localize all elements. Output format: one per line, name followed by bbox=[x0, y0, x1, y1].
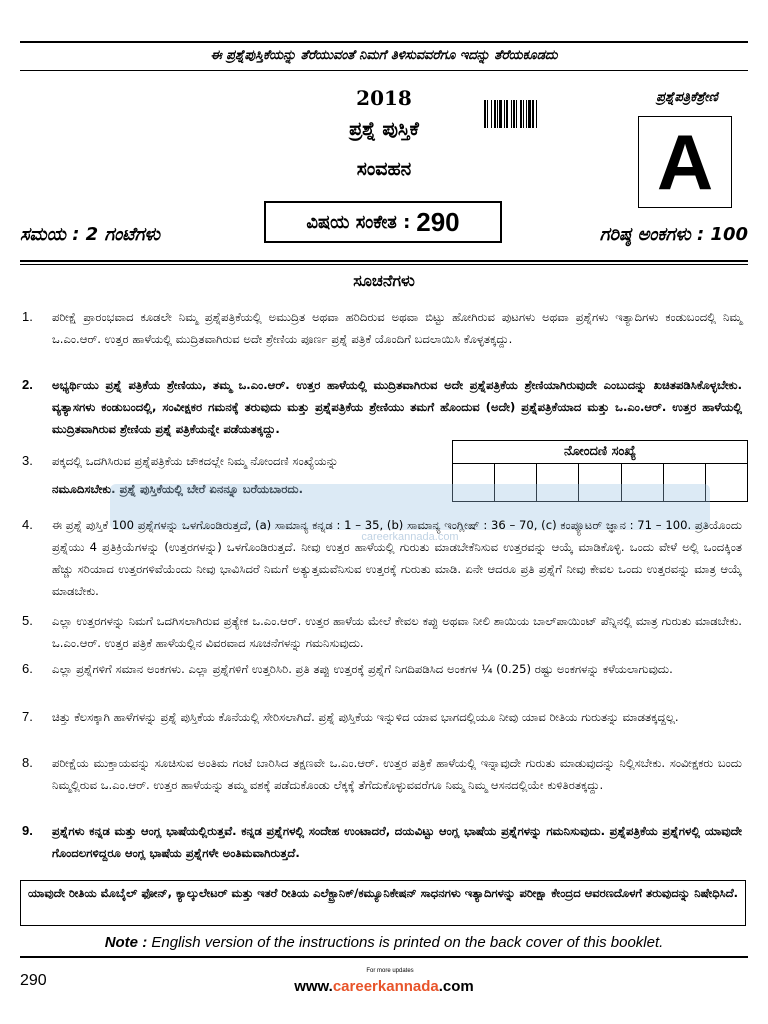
top-rule bbox=[20, 41, 748, 43]
subject-name: ಸಂವಹನ bbox=[356, 158, 412, 180]
note-rule bbox=[20, 956, 748, 958]
footer-site-suffix: .com bbox=[438, 978, 474, 995]
instruction-text: ಎಲ್ಲಾ ಪ್ರಶ್ನೆಗಳಿಗೆ ಸಮಾನ ಅಂಕಗಳು. ಎಲ್ಲಾ ಪ್ರಶ್ನೆಗಳಿಗೆ ಉತ್ತರಿಸಿರಿ. ಪ್ರತಿ ತಪ್ಪು ಉತ್ತರಕ್ಕೆ ಪ್ರಶ್ನೆಗೆ ನಿಗದಿಪಡಿಸಿದ ಅಂಕಗಳ ¼ (0.25) ರಷ್ಟು ಅಂಕಗಳನ್ನು ಕಳೆಯಲಾಗುವುದು. bbox=[52, 662, 673, 676]
reg-digit-cell[interactable] bbox=[706, 464, 747, 501]
instruction-number: 7. bbox=[22, 709, 33, 724]
instruction-text: ಎಲ್ಲಾ ಉತ್ತರಗಳನ್ನು ನಿಮಗೆ ಒದಗಿಸಲಾಗಿರುವ ಪ್ರತ್ಯೇಕ ಒ.ಎಂ.ಆರ್. ಉತ್ತರ ಹಾಳೆಯ ಮೇಲೆ ಕೇವಲ ಕಪ್ಪು ಅಥವಾ ನೀಲಿ ಶಾಯಿಯ ಬಾಲ್‌ಪಾಯಿಂಟ್ ಪೆನ್ನಿನಲ್ಲಿ ಮಾತ್ರ ಗುರುತು ಮಾಡಬೇಕು. ಒ.ಎಂ.ಆರ್. ಉತ್ತರ ಪತ್ರಿಕೆ ಹಾಳೆಯಲ್ಲಿನ ವಿವರವಾದ ಸೂಚನೆಗಳನ್ನು ಗಮನಿಸುವುದು. bbox=[52, 614, 742, 650]
instruction-text: ಪರೀಕ್ಷೆ ಪ್ರಾರಂಭವಾದ ಕೂಡಲೇ ನಿಮ್ಮ ಪ್ರಶ್ನೆಪತ್ರಿಕೆಯಲ್ಲಿ ಅಮುದ್ರಿತ ಅಥವಾ ಹರಿದಿರುವ ಅಥವಾ ಬಿಟ್ಟು ಹೋಗಿರುವ ಪುಟಗಳು ಅಥವಾ ಪ್ರಶ್ನೆಗಳು ಇತ್ಯಾದಿಗಳು ಕಂಡುಬಂದಲ್ಲಿ ನಿಮ್ಮ ಒ.ಎಂ.ಆರ್. ಉತ್ತರ ಹಾಳೆಯಲ್ಲಿ ಮುದ್ರಿತವಾಗಿರುವ ಅದೇ ಶ್ರೇಣಿಯ ಪೂರ್ಣ ಪ್ರಶ್ನೆ ಪತ್ರಿಕೆ ಯೊಂದಿಗೆ ಬದಲಾಯಿಸಿ ಕೊಳ್ಳತಕ್ಕದ್ದು. bbox=[52, 310, 742, 346]
instruction-6 bbox=[22, 658, 750, 680]
barcode-bar bbox=[537, 100, 538, 128]
note-label: Note : bbox=[104, 934, 148, 951]
reg-digit-cell[interactable] bbox=[622, 464, 664, 501]
header-rule-1 bbox=[20, 260, 748, 262]
subject-code-label: ವಿಷಯ ಸಂಕೇತ : bbox=[306, 211, 411, 233]
instruction-number: 9. bbox=[22, 823, 33, 838]
instruction-number: 8. bbox=[22, 755, 33, 770]
page-code: 290 bbox=[20, 972, 47, 989]
note-text: English version of the instructions is printed on the back cover of this booklet. bbox=[151, 934, 664, 951]
instruction-9 bbox=[22, 820, 750, 864]
english-version-note bbox=[0, 934, 768, 951]
footer-website-link[interactable] bbox=[0, 978, 768, 995]
instruction-text: ಚಿತ್ತು ಕೆಲಸಕ್ಕಾಗಿ ಹಾಳೆಗಳನ್ನು ಪ್ರಶ್ನೆ ಪುಸ್ತಿಕೆಯ ಕೊನೆಯಲ್ಲಿ ಸೇರಿಸಲಾಗಿದೆ. ಪ್ರಶ್ನೆ ಪುಸ್ತಿಕೆಯ ಇನ್ನುಳಿದ ಯಾವ ಭಾಗದಲ್ಲಿಯೂ ನೀವು ಯಾವ ರೀತಿಯ ಗುರುತನ್ನು ಮಾಡತಕ್ಕದ್ದಲ್ಲ. bbox=[52, 710, 679, 724]
instruction-number: 6. bbox=[22, 661, 33, 676]
instructions-title: ಸೂಚನೆಗಳು bbox=[353, 271, 415, 290]
instruction-1 bbox=[22, 306, 750, 350]
footer-small-text: For more updates bbox=[366, 968, 414, 974]
instruction-text: ನಮೂದಿಸಬೇಕು. ಪ್ರಶ್ನೆ ಪುಸ್ತಿಕೆಯಲ್ಲಿ ಬೇರೆ ಏನನ್ನೂ ಬರೆಯಬಾರದು. bbox=[52, 482, 303, 496]
instruction-text: ಈ ಪ್ರಶ್ನೆ ಪುಸ್ತಿಕೆ 100 ಪ್ರಶ್ನೆಗಳನ್ನು ಒಳಗೊಂಡಿರುತ್ತದೆ, (a) ಸಾಮಾನ್ಯ ಕನ್ನಡ : 1 – 35, (b) ಸಾಮಾನ್ಯ ಇಂಗ್ಲೀಷ್ : 36 – 70, (c) ಕಂಪ್ಯೂಟರ್ ಜ್ಞಾನ : 71 – 100. ಪ್ರತಿಯೊಂದು ಪ್ರಶ್ನೆಯು 4 ಪ್ರತಿಕ್ರಿಯೆಗಳನ್ನು (ಉತ್ತರಗಳನ್ನು) ಒಳಗೊಂಡಿರುತ್ತದೆ. ನೀವು ಉತ್ತರ ಹಾಳೆಯಲ್ಲಿ ಗುರುತು ಮಾಡಬೇಕೆನಿಸುವ ಉತ್ತರವನ್ನು ಆಯ್ಕೆ ಮಾಡಿಕೊಳ್ಳಿ. ಒಂದು ವೇಳೆ ಅಲ್ಲಿ ಒಂದಕ್ಕಿಂತ ಹೆಚ್ಚು ಸರಿಯಾದ ಉತ್ತರಗಳಿವೆಯೆಂದು ನೀವು ಭಾವಿಸಿದರೆ ನಿಮಗೆ ಅತ್ಯುತ್ತಮವೆನಿಸುವ ಉತ್ತರಕ್ಕೆ ಗುರುತು ಮಾಡಿ. ಏನೇ ಆದರೂ ಪ್ರತಿ ಪ್ರಶ್ನೆಗೆ ನೀವು ಕೇವಲ ಒಂದು ಉತ್ತರವನ್ನು ಮಾತ್ರ ಆಯ್ಕೆ ಮಾಡಬೇಕು. bbox=[52, 518, 742, 598]
instruction-number: 4. bbox=[22, 517, 33, 532]
reg-digit-cell[interactable] bbox=[537, 464, 579, 501]
max-marks: ಗರಿಷ್ಠ ಅಂಕಗಳು : 100 bbox=[599, 224, 748, 245]
banner-rule bbox=[20, 70, 748, 71]
reg-digit-cell[interactable] bbox=[579, 464, 621, 501]
barcode bbox=[484, 100, 584, 128]
series-label: ಪ್ರಶ್ನೆಪತ್ರಿಕೆಶ್ರೇಣಿ bbox=[656, 90, 718, 105]
exam-year: 2018 bbox=[356, 86, 412, 110]
reg-digit-cell[interactable] bbox=[495, 464, 537, 501]
header-rule-2 bbox=[20, 264, 748, 265]
instruction-text: ಅಭ್ಯರ್ಥಿಯು ಪ್ರಶ್ನೆ ಪತ್ರಿಕೆಯ ಶ್ರೇಣಿಯು, ತಮ್ಮ ಒ.ಎಂ.ಆರ್. ಉತ್ತರ ಹಾಳೆಯಲ್ಲಿ ಮುದ್ರಿತವಾಗಿರುವ ಅದೇ ಪ್ರಶ್ನೆಪತ್ರಿಕೆಯ ಶ್ರೇಣಿಯಾಗಿರುವುದೇ ಎಂಬುದನ್ನು ಖಚಿತಪಡಿಸಿಕೊಳ್ಳಬೇಕು. ವ್ಯತ್ಯಾಸಗಳು ಕಂಡುಬಂದಲ್ಲಿ, ಸಂವೀಕ್ಷಕರ ಗಮನಕ್ಕೆ ತರುವುದು ಮತ್ತು ಪ್ರಶ್ನೆಪತ್ರಿಕೆಯ ಶ್ರೇಣಿಯು ತಮಗೆ ಹೊಂದುವ (ಅದೇ) ಪ್ರಶ್ನೆಪತ್ರಿಕೆಯಾದ ಮತ್ತು ಒ.ಎಂ.ಆರ್. ಉತ್ತರ ಹಾಳೆಯಲ್ಲಿ ಮುದ್ರಿತವಾಗಿರುವ ಶ್ರೇಣಿಯ ಪ್ರಶ್ನೆ ಪತ್ರಿಕೆಯನ್ನೇ ಪಡೆಯತಕ್ಕದ್ದು. bbox=[52, 378, 742, 436]
registration-number-box[interactable] bbox=[452, 440, 748, 502]
do-not-open-banner: ಈ ಪ್ರಶ್ನೆಪುಸ್ತಿಕೆಯನ್ನು ತೆರೆಯುವಂತೆ ನಿಮಗೆ ತಿಳಿಸುವವರೆಗೂ ಇದನ್ನು ತೆರೆಯಕೂಡದು bbox=[210, 48, 558, 63]
reg-digit-cell[interactable] bbox=[453, 464, 495, 501]
instruction-5 bbox=[22, 610, 750, 654]
instruction-number: 1. bbox=[22, 309, 33, 324]
booklet-title: ಪ್ರಶ್ನೆ ಪುಸ್ತಿಕೆ bbox=[349, 118, 419, 140]
footer-site-prefix: www. bbox=[294, 978, 333, 995]
subject-code: 290 bbox=[416, 206, 460, 237]
instruction-7 bbox=[22, 706, 750, 728]
instruction-number: 5. bbox=[22, 613, 33, 628]
instruction-text: ಪಕ್ಕದಲ್ಲಿ ಒದಗಿಸಿರುವ ಪ್ರಶ್ನೆಪತ್ರಿಕೆಯ ಚೌಕದಲ್ಲೇ ನಿಮ್ಮ ನೋಂದಣಿ ಸಂಖ್ಯೆಯನ್ನು bbox=[52, 454, 339, 468]
instruction-8 bbox=[22, 752, 750, 796]
watermark-text: careerkannada.com bbox=[361, 531, 459, 543]
registration-label: ನೋಂದಣಿ ಸಂಖ್ಯೆ bbox=[453, 441, 747, 464]
exam-duration: ಸಮಯ : 2 ಗಂಟೆಗಳು bbox=[20, 224, 160, 245]
series-letter: A bbox=[656, 117, 714, 206]
subject-code-box bbox=[264, 201, 502, 243]
instruction-number: 3. bbox=[22, 453, 33, 468]
instruction-text: ಪ್ರಶ್ನೆಗಳು ಕನ್ನಡ ಮತ್ತು ಆಂಗ್ಲ ಭಾಷೆಯಲ್ಲಿರುತ್ತವೆ. ಕನ್ನಡ ಪ್ರಶ್ನೆಗಳಲ್ಲಿ ಸಂದೇಹ ಉಂಟಾದರೆ, ದಯವಿಟ್ಟು ಆಂಗ್ಲ ಭಾಷೆಯ ಪ್ರಶ್ನೆಗಳನ್ನು ಗಮನಿಸುವುದು. ಪ್ರಶ್ನೆಪತ್ರಿಕೆಯ ಪ್ರಶ್ನೆಗಳಲ್ಲಿ ಯಾವುದೇ ಗೊಂದಲಗಳಿದ್ದರೂ ಆಂಗ್ಲ ಭಾಷೆಯ ಪ್ರಶ್ನೆಗಳೇ ಅಂತಿಮವಾಗಿರುತ್ತದೆ. bbox=[52, 824, 742, 860]
instruction-number: 2. bbox=[22, 377, 33, 392]
series-box bbox=[638, 116, 732, 208]
instruction-2 bbox=[22, 374, 750, 440]
footer-site-brand: careerkannada bbox=[332, 978, 439, 995]
instruction-4 bbox=[22, 514, 750, 602]
electronic-devices-warning: ಯಾವುದೇ ರೀತಿಯ ಮೊಬೈಲ್ ಫೋನ್, ಕ್ಯಾಲ್ಕುಲೇಟರ್ ಮತ್ತು ಇತರೆ ರೀತಿಯ ಎಲೆಕ್ಟ್ರಾನಿಕ್/ಕಮ್ಯೂನಿಕೇಷನ್ ಸಾಧನಗಳು ಇತ್ಯಾದಿಗಳನ್ನು ಪರೀಕ್ಷಾ ಕೇಂದ್ರದ ಆವರಣದೊಳಗೆ ತರುವುದನ್ನು ನಿಷೇಧಿಸಿದೆ. bbox=[20, 880, 746, 926]
reg-digit-cell[interactable] bbox=[664, 464, 706, 501]
instruction-text: ಪರೀಕ್ಷೆಯ ಮುಕ್ತಾಯವನ್ನು ಸೂಚಿಸುವ ಅಂತಿಮ ಗಂಟೆ ಬಾರಿಸಿದ ತಕ್ಷಣವೇ ಒ.ಎಂ.ಆರ್. ಉತ್ತರ ಪತ್ರಿಕೆ ಹಾಳೆಯಲ್ಲಿ ಇನ್ನಾವುದೇ ಗುರುತು ಮಾಡುವುದನ್ನು ನಿಲ್ಲಿಸಬೇಕು. ಸಂವೀಕ್ಷಕರು ಬಂದು ನಿಮ್ಮಲ್ಲಿರುವ ಒ.ಎಂ.ಆರ್. ಉತ್ತರ ಹಾಳೆಯನ್ನು ತಮ್ಮ ವಶಕ್ಕೆ ಪಡೆದುಕೊಂಡು ಲೆಕ್ಕಕ್ಕೆ ತೆಗೆದುಕೊಳ್ಳುವವರೆಗೂ ನಿಮ್ಮ ನಿಮ್ಮ ಆಸನದಲ್ಲಿಯೇ ಕುಳಿತಿರತಕ್ಕದ್ದು. bbox=[52, 756, 742, 792]
